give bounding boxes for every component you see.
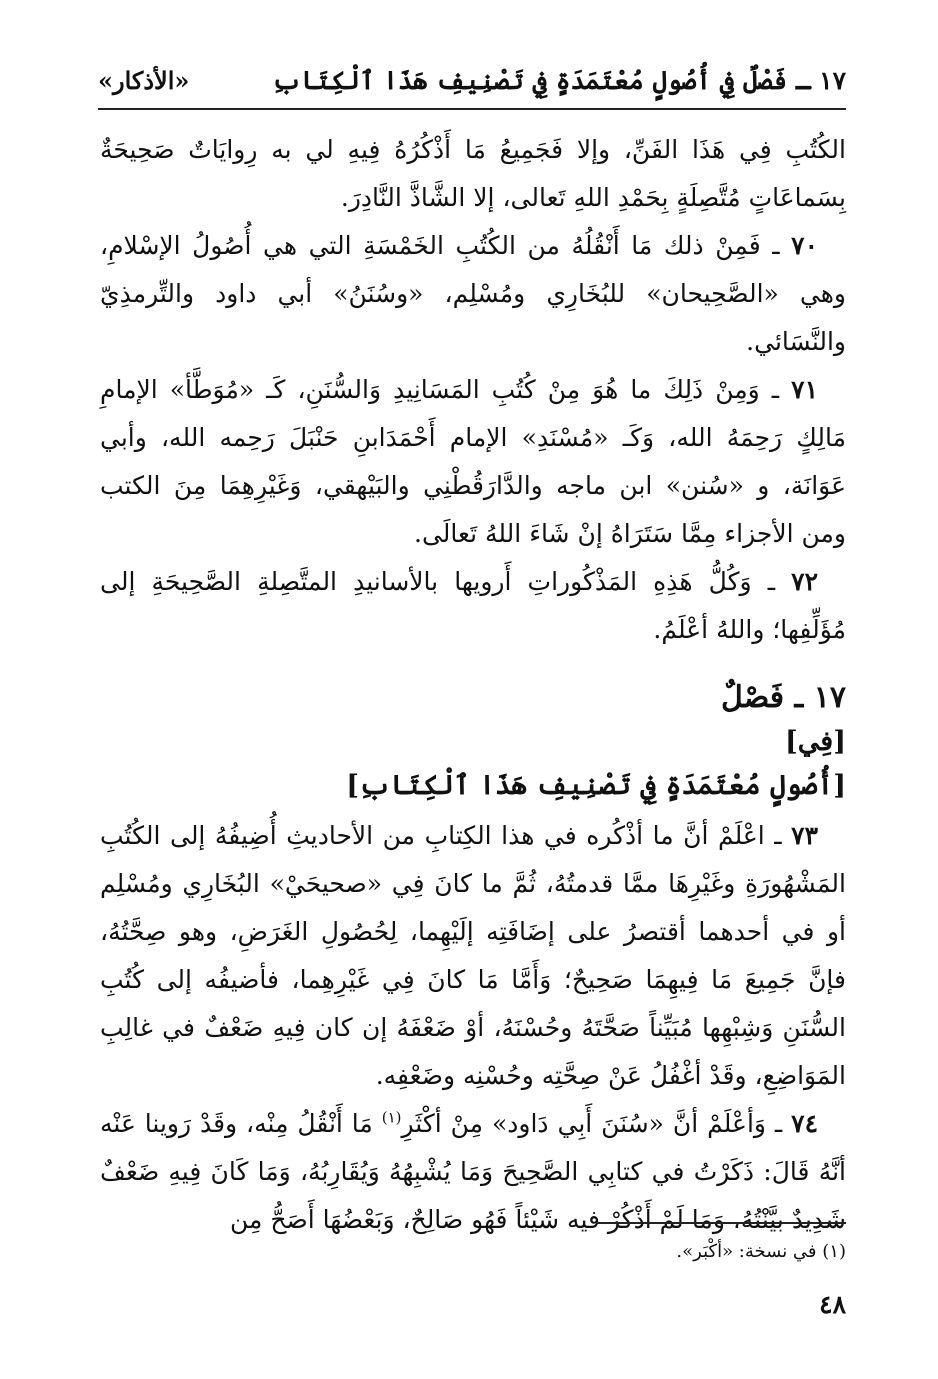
section-subtitle-line-2: [أُصُولٍ مُعْتَمَدَةٍ فِي تَصْنِيفِ هَذَا ٱلْكِتَابِ] <box>346 770 846 801</box>
paragraph-continued <box>100 126 846 222</box>
paragraph-number: ٧٠ <box>791 231 818 260</box>
header-book-title: «الأذكار» <box>98 65 190 95</box>
paragraph-70 <box>100 222 846 366</box>
paragraph-text: الكُتُبِ فِي هَذَا الفَنِّ، وإلا فَجَمِيعُ مَا أَذْكُرُهُ فِيهِ لي به رِوايَاتٌ صَحِيحَةٌ بِسَماعَاتٍ مُتَّصِلَةٍ بِحَمْدِ اللهِ تَعالى، إلا الشَّاذَّ النَّادِرَ. <box>100 135 846 212</box>
paragraph-number: ٧٣ <box>791 821 818 850</box>
paragraph-text: ـ وَكُلُّ هَذِهِ المَذْكُوراتِ أَرويها بالأسانيدِ المتَّصِلةِ الصَّحِيحَةِ إلى مُؤَلِّفِها؛ واللهُ أعْلَمُ. <box>100 567 846 644</box>
section-title: ١٧ ـ فَصْلٌ <box>721 680 846 715</box>
footnote-separator <box>596 1222 846 1224</box>
footnote-reference-marker: (١) <box>381 1108 402 1127</box>
paragraph-number: ٧١ <box>791 375 818 404</box>
paragraph-number: ٧٢ <box>791 567 819 596</box>
header-chapter-title: ١٧ ـ فَصْلٌ فِي أُصُولٍ مُعْتَمَدَةٍ فِي تَصْنِيفِ هَذَا ٱلْكِتَابِ <box>272 65 846 95</box>
paragraph-text: ـ وَمِنْ ذَلِكَ ما هُوَ مِنْ كُتُبِ المَسَانِيدِ وَالسُّنَنِ، كَـ «مُوَطَّأ» الإمامِ مَالِكٍ رَحِمَهُ الله، وَكَـ «مُسْنَدِ» الإمام أَحْمَدَابنِ حَنْبَلَ رَحِمه الله، وأبي عَوَانَة، و «سُنن» ابن ماجه والدَّارَقُطْنِي والبَيْهقي، وَغَيْرِهِمَا مِنَ الكتب ومن الأجزاء مِمَّا سَتَرَاهُ إنْ شَاءَ اللهُ تَعالَى. <box>100 375 846 548</box>
paragraph-number: ٧٤ <box>791 1109 819 1138</box>
paragraph-71 <box>100 366 846 558</box>
paragraph-text-part-1: ـ وَأعْلَمْ أنَّ «سُنَنَ أَبِي دَاود» مِنْ أكْثَرِ <box>401 1109 783 1138</box>
page-body <box>100 126 846 1244</box>
paragraph-72 <box>100 558 846 654</box>
paragraph-text: ـ فَمِنْ ذلك مَا أَنْقُلُهُ من الكُتُبِ الخَمْسَةِ التي هي أُصُولُ الإسْلامِ، وهي «الصَّحِيحان» للبُخَارِي ومُسْلِم، «وسُنَنُ» أبي داود والتِّرمذِيّ والنَّسَائي. <box>100 231 846 356</box>
running-header <box>98 58 846 110</box>
footnote: (١) في نسخة: «أكْبَر». <box>676 1241 846 1262</box>
section-subtitle-line-1: [فِي] <box>785 726 846 757</box>
paragraph-text-part-2: مَا أَنْقُلُ مِنْه، وقَدْ رَوينا عَنْه أنَّهُ قَالَ: ذَكَرْتُ في كتابِي الصَّحِيحَ وَمَا يُشْبِهُهُ وَيُقَارِبُهُ، وَمَا كَانَ فِيهِ ضَعْفٌ شَدِيدٌ بيَّنْتُهُ، وَمَا لَمْ أَذْكُرْ فيه شَيْئاً فَهُو صَالِحٌ، وَبَعْضُهَا أَصَحُّ مِن <box>100 1109 846 1234</box>
paragraph-text: ـ اعْلَمْ أنَّ ما أذْكُره في هذا الكِتابِ من الأحاديثِ أُضِيفُهُ إلى الكُتُبِ المَشْهُورَةِ وغَيْرِهَا ممَّا قدمتُهُ، ثُمَّ ما كانَ فِي «صحيحَيْ» البُخَارِي ومُسْلِم أو في أحدهما أقتصرُ على إضَافَتِه إلَيْهِما، لِحُصُولِ الغَرَضِ، وهو صِحَّتُهُ، فإنَّ جَمِيعَ مَا فِيهِمَا صَحِيحٌ؛ وَأَمَّا مَا كانَ فِي غَيْرِهِما، فأضيفُه إلى كُتُبِ السُّنَنِ وَشِبْهِها مُبَيِّناً صَحَّتَهُ وحُسْنَهُ، أوْ ضَعْفَهُ إن كان فِيهِ ضَعْفٌ في غالِبِ المَوَاضِعِ، وقَدْ أغْفُلُ عَنْ صِحَّتِه وحُسْنِه وضَعْفِه. <box>100 821 846 1090</box>
section-heading <box>100 676 846 808</box>
page-number: ٤٨ <box>819 1290 846 1319</box>
paragraph-73 <box>100 812 846 1100</box>
